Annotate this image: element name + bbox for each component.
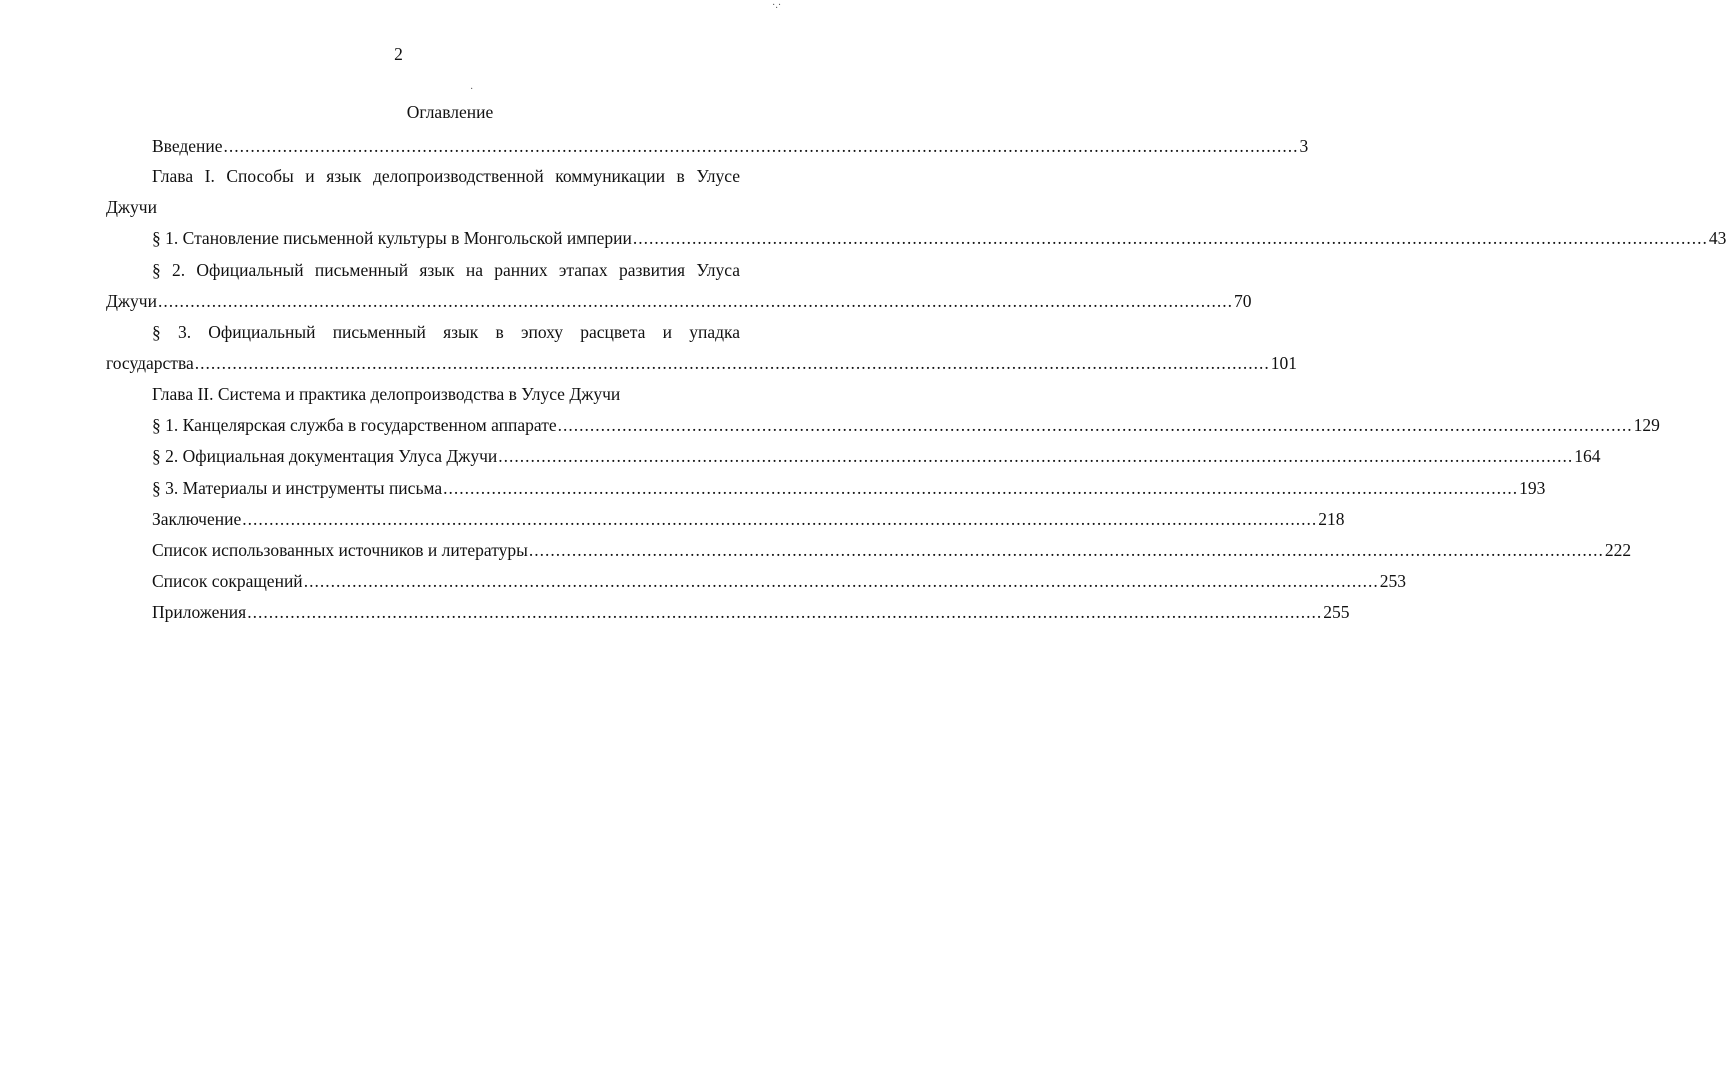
toc-entry-page: 253 [1379,571,1406,591]
toc-entry-page: 129 [1633,415,1660,435]
toc-entry-page: 222 [1604,540,1632,560]
toc-entry-text: Приложения [152,602,247,622]
dot-leader: ........................................................................................................................................................................................................ [528,540,1604,560]
toc-entry-abbrev [152,569,1406,593]
toc-entry-text: государства [106,353,194,373]
toc-entry-ch2: Глава II. Система и практика делопроизводства в Улусе Джучи [152,384,621,404]
toc-entry-conclusion [152,507,1345,531]
toc-entry-appendix [152,600,1350,624]
toc-entry-page: 3 [1299,136,1309,156]
toc-entry-ch1-line2: Джучи [106,197,157,217]
toc-entry-ch1-s1 [152,226,1726,250]
dot-leader: ........................................................................................................................................................................................................ [242,509,1318,529]
toc-entry-page: 164 [1574,446,1601,466]
toc-entry-ch2-s3 [152,476,1546,500]
toc-entry-ch1-s2-line1: § 2. Официальный письменный язык на ранних этапах развития Улуса [152,260,740,280]
toc-entry-ch1-s3-line2 [106,351,1297,375]
toc-entry-page: 43 [1708,228,1726,248]
toc-entry-sources [152,538,1632,562]
dot-leader: ........................................................................................................................................................................................................ [157,291,1233,311]
toc-entry-ch1-line1: Глава I. Способы и язык делопроизводственной коммуникации в Улусе [152,166,740,186]
toc-entry-page: 101 [1270,353,1297,373]
toc-entry-text: Джучи [106,291,157,311]
toc-entry-text: Список сокращений [152,571,303,591]
dot-leader: ........................................................................................................................................................................................................ [303,571,1379,591]
toc-entry-page: 255 [1323,602,1350,622]
toc-entry-text: Список использованных источников и литературы [152,540,528,560]
dot-leader: ........................................................................................................................................................................................................ [632,228,1708,248]
toc-entry-text: Заключение [152,509,242,529]
toc-entry-ch1-s2-line2 [106,289,1252,313]
dot-leader: ........................................................................................................................................................................................................ [223,136,1299,156]
dot-leader: ........................................................................................................................................................................................................ [247,602,1323,622]
toc-entry-text: § 1. Канцелярская служба в государственном аппарате [152,415,557,435]
toc-entry-ch2-s1 [152,413,1660,437]
toc-entry-text: § 1. Становление письменной культуры в Монгольской империи [152,228,632,248]
dot-leader: ........................................................................................................................................................................................................ [557,415,1633,435]
toc-entry-page: 218 [1318,509,1345,529]
toc-entry-text: § 3. Материалы и инструменты письма [152,478,443,498]
toc-entry-page: 193 [1519,478,1546,498]
toc-entry-page: 70 [1233,291,1252,311]
scan-speck: ·.· [772,0,782,11]
page-number: 2 [394,44,403,64]
toc-entry-text: Введение [152,136,223,156]
dot-leader: ........................................................................................................................................................................................................ [498,446,1574,466]
scan-speck: · [470,84,474,95]
toc-entry-intro [152,134,1309,158]
dot-leader: ........................................................................................................................................................................................................ [194,353,1270,373]
dot-leader: ........................................................................................................................................................................................................ [443,478,1519,498]
toc-entry-ch2-s2 [152,444,1601,468]
toc-entry-ch1-s3-line1: § 3. Официальный письменный язык в эпоху расцвета и упадка [152,322,740,342]
toc-entry-text: § 2. Официальная документация Улуса Джучи [152,446,498,466]
toc-title: Оглавление [406,102,494,122]
